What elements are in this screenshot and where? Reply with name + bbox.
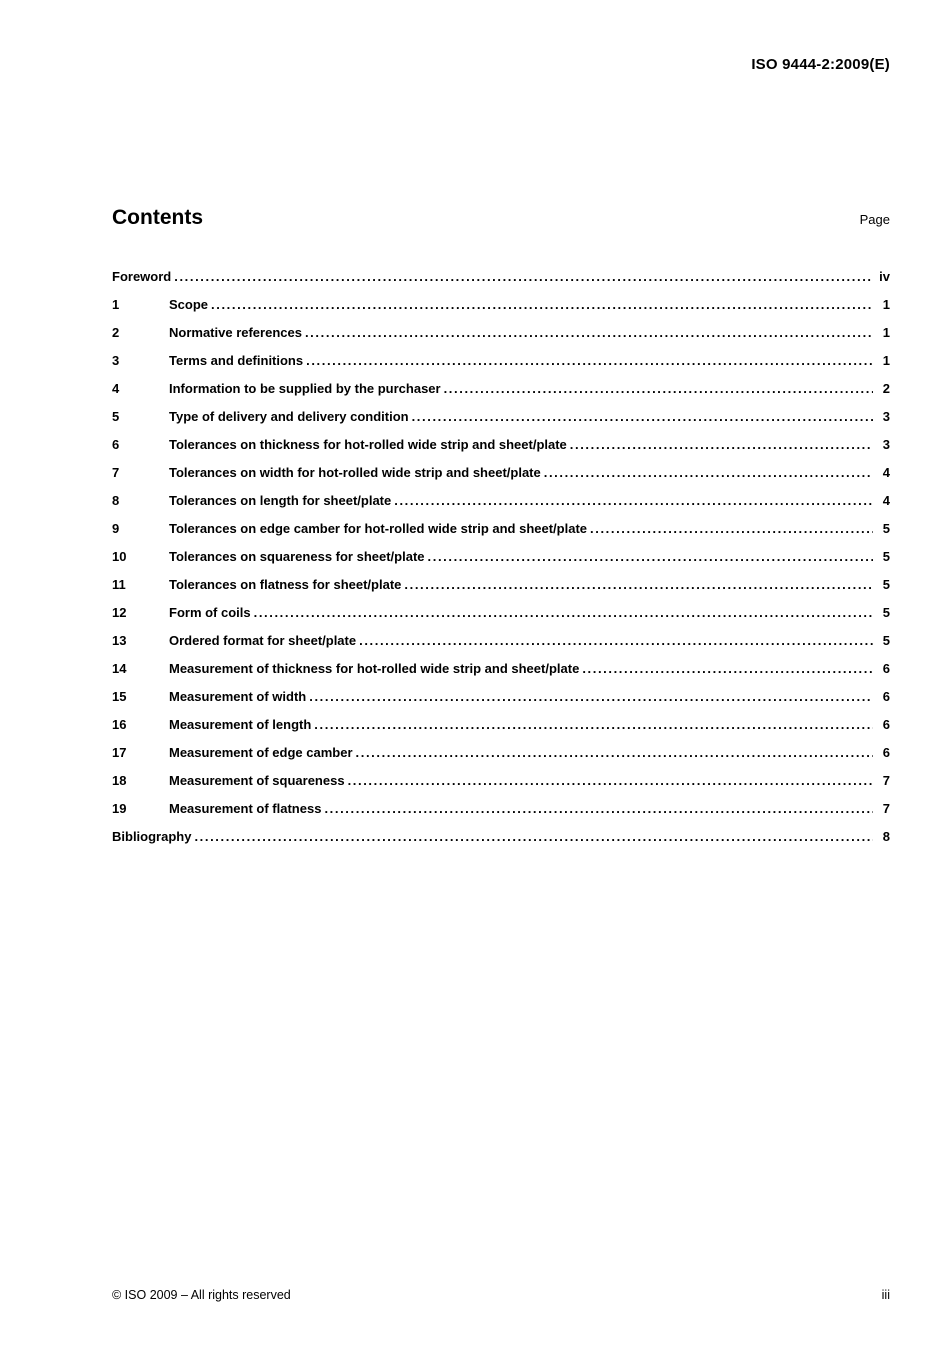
toc-dot-leader xyxy=(314,711,873,739)
toc-entry xyxy=(112,711,890,739)
toc-entry-title: Form of coils xyxy=(169,605,251,620)
toc-entry-number: 3 xyxy=(112,353,120,368)
toc-entry-page: 7 xyxy=(882,801,890,816)
toc-dot-leader xyxy=(412,403,873,431)
toc-dot-leader xyxy=(348,767,873,795)
toc-entry-number: 16 xyxy=(112,717,127,732)
toc-entry xyxy=(112,571,890,599)
toc-entry xyxy=(112,767,890,795)
header-reference: ISO 9444-2:2009(E) xyxy=(751,56,890,73)
toc-entry-page: 1 xyxy=(882,353,890,368)
toc-entry-title: Tolerances on flatness for sheet/plate xyxy=(169,577,402,592)
toc-entry-page: 5 xyxy=(882,521,890,536)
toc-entry-page: 4 xyxy=(882,493,890,508)
toc-entry-title: Ordered format for sheet/plate xyxy=(169,633,357,648)
toc-entry-page: 2 xyxy=(882,381,890,396)
toc-entry-number: 15 xyxy=(112,689,127,704)
toc-dot-leader xyxy=(544,459,873,487)
toc-entry xyxy=(112,543,890,571)
toc-entry-title: Tolerances on thickness for hot-rolled wide strip and sheet/plate xyxy=(169,437,567,452)
toc-entry xyxy=(112,431,890,459)
toc-dot-leader xyxy=(582,655,873,683)
toc-entry-title: Scope xyxy=(169,297,209,312)
toc-dot-leader xyxy=(254,599,873,627)
toc-dot-leader xyxy=(404,571,873,599)
toc-entry-number: 13 xyxy=(112,633,127,648)
toc-entry-number: 12 xyxy=(112,605,127,620)
toc-dot-leader xyxy=(428,543,873,571)
toc-entry-page: 6 xyxy=(882,661,890,676)
page-column-label: Page xyxy=(859,212,890,227)
toc-entry xyxy=(112,655,890,683)
toc-dot-leader xyxy=(359,627,873,655)
page-footer xyxy=(112,1288,890,1302)
toc-entry xyxy=(112,599,890,627)
toc-entry-number: 6 xyxy=(112,437,120,452)
toc-dot-leader xyxy=(306,347,873,375)
toc-entry xyxy=(112,627,890,655)
toc-entry-number: 7 xyxy=(112,465,120,480)
folio-page-number: iii xyxy=(881,1288,890,1302)
toc-entry-number: 18 xyxy=(112,773,127,788)
toc-entry-title: Information to be supplied by the purchaser xyxy=(169,381,441,396)
toc-entry-page: iv xyxy=(879,269,890,284)
contents-title: Contents xyxy=(112,206,203,229)
toc-entry-page: 7 xyxy=(882,773,890,788)
toc-entry-number: 4 xyxy=(112,381,120,396)
toc-entry xyxy=(112,459,890,487)
toc-entry-page: 3 xyxy=(882,409,890,424)
toc-dot-leader xyxy=(444,375,873,403)
toc-entry-title: Measurement of squareness xyxy=(169,773,345,788)
toc-entry xyxy=(112,403,890,431)
toc-entry-number: 14 xyxy=(112,661,127,676)
toc-entry-title: Measurement of flatness xyxy=(169,801,322,816)
toc-dot-leader xyxy=(394,487,873,515)
toc-entry-number: 1 xyxy=(112,297,120,312)
toc-entry-title: Bibliography xyxy=(112,829,192,844)
toc-entry-title: Tolerances on edge camber for hot-rolled wide strip and sheet/plate xyxy=(169,521,588,536)
toc-entry-number: 17 xyxy=(112,745,127,760)
toc-entry xyxy=(112,683,890,711)
toc-entry xyxy=(112,319,890,347)
toc-entry-page: 6 xyxy=(882,745,890,760)
toc-entry xyxy=(112,375,890,403)
toc-entry xyxy=(112,739,890,767)
table-of-contents xyxy=(112,263,890,851)
toc-entry-page: 5 xyxy=(882,577,890,592)
toc-entry-number: 8 xyxy=(112,493,120,508)
toc-dot-leader xyxy=(570,431,873,459)
contents-title-row xyxy=(112,206,890,230)
toc-entry-number: 19 xyxy=(112,801,127,816)
toc-dot-leader xyxy=(211,291,873,319)
toc-entry-number: 2 xyxy=(112,325,120,340)
toc-entry xyxy=(112,515,890,543)
toc-dot-leader xyxy=(309,683,873,711)
toc-dot-leader xyxy=(324,795,873,823)
toc-entry-title: Measurement of width xyxy=(169,689,307,704)
toc-entry-title: Measurement of length xyxy=(169,717,312,732)
toc-entry-title: Terms and definitions xyxy=(169,353,304,368)
toc-entry-foreword xyxy=(112,263,890,291)
toc-entry xyxy=(112,347,890,375)
toc-dot-leader xyxy=(194,823,873,851)
toc-entry-number: 10 xyxy=(112,549,127,564)
toc-entry-number: 9 xyxy=(112,521,120,536)
toc-entry-title: Tolerances on squareness for sheet/plate xyxy=(169,549,425,564)
toc-entry-page: 1 xyxy=(882,325,890,340)
toc-entry xyxy=(112,291,890,319)
toc-dot-leader xyxy=(305,319,873,347)
toc-entry-title: Foreword xyxy=(112,269,172,284)
toc-entry-number: 11 xyxy=(112,577,126,592)
toc-entry xyxy=(112,795,890,823)
toc-entry-page: 5 xyxy=(882,549,890,564)
toc-entry-title: Type of delivery and delivery condition xyxy=(169,409,409,424)
toc-entry-title: Tolerances on length for sheet/plate xyxy=(169,493,392,508)
toc-entry-page: 1 xyxy=(882,297,890,312)
toc-entry-page: 3 xyxy=(882,437,890,452)
toc-dot-leader xyxy=(174,263,873,291)
toc-dot-leader xyxy=(590,515,873,543)
toc-entry-title: Normative references xyxy=(169,325,302,340)
toc-entry-page: 4 xyxy=(882,465,890,480)
toc-entry xyxy=(112,487,890,515)
toc-entry-page: 5 xyxy=(882,633,890,648)
toc-entry-title: Measurement of edge camber xyxy=(169,745,353,760)
toc-entry-page: 6 xyxy=(882,689,890,704)
toc-entry-title: Measurement of thickness for hot-rolled wide strip and sheet/plate xyxy=(169,661,580,676)
toc-entry-page: 5 xyxy=(882,605,890,620)
toc-entry-page: 8 xyxy=(882,829,890,844)
toc-entry-page: 6 xyxy=(882,717,890,732)
toc-entry-title: Tolerances on width for hot-rolled wide strip and sheet/plate xyxy=(169,465,541,480)
copyright-notice: © ISO 2009 – All rights reserved xyxy=(112,1288,291,1302)
toc-dot-leader xyxy=(356,739,873,767)
toc-entry-number: 5 xyxy=(112,409,120,424)
toc-entry-bibliography xyxy=(112,823,890,851)
